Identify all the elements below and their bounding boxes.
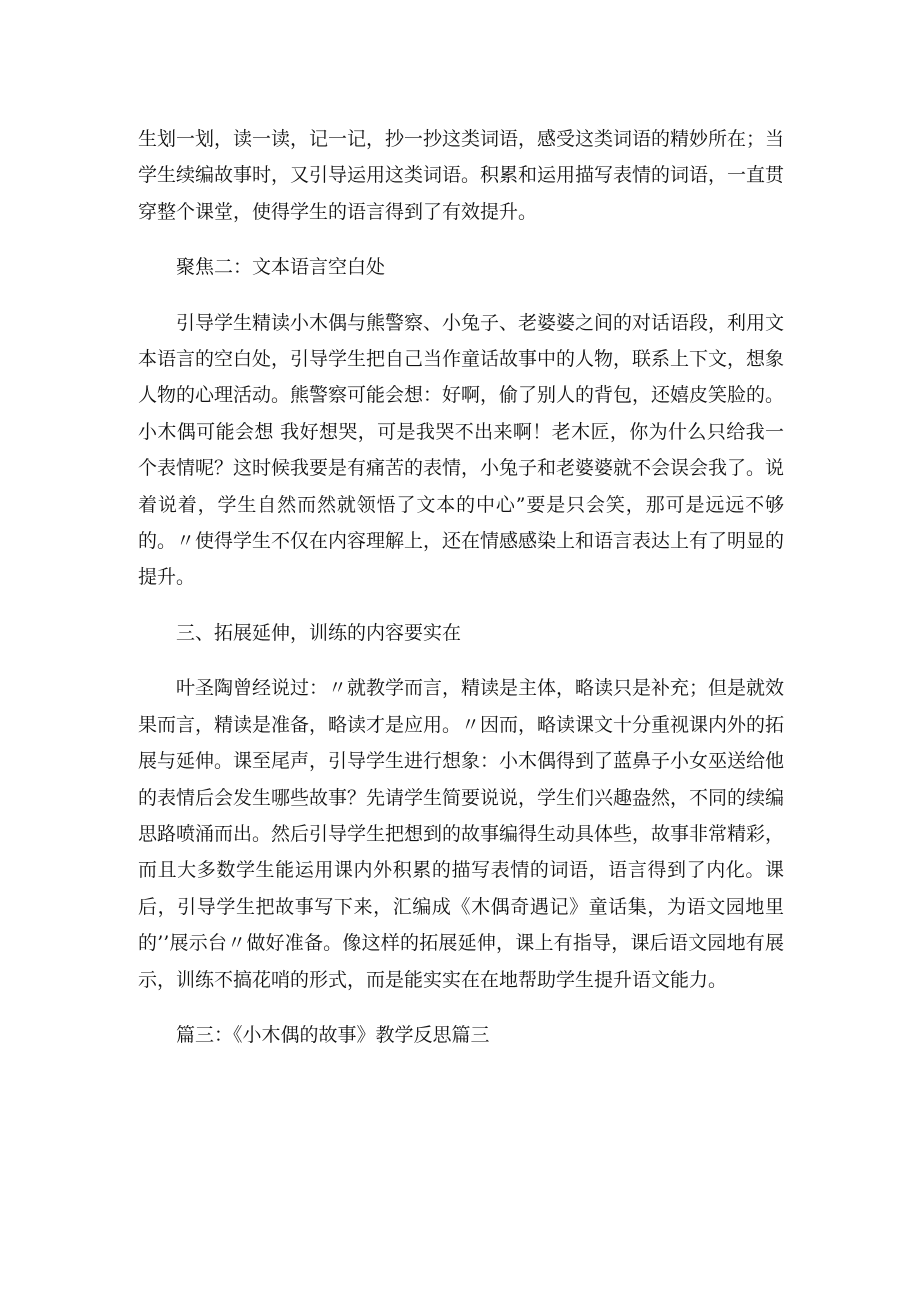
paragraph-extension-body: 叶圣陶曾经说过：〃就教学而言，精读是主体，略读只是补充；但是就效果而言，精读是准备，略读才是应用。〃因而，略读课文十分重视课内外的拓展与延伸。课至尾声，引导学生进行想象：小木偶得到了蓝鼻子小女巫送给他的表情后会发生哪些故事？先请学生简要说说，学生们兴趣盎然，不同的续编思路喷涌而出。然后引导学生把想到的故事编得生动具体些，故事非常精彩，而且大多数学生能运用课内外积累的描写表情的词语，语言得到了内化。课后，引导学生把故事写下来，汇编成《木偶奇遇记》童话集，为语文园地里的’’展示台〃做好准备。像这样的拓展延伸，课上有指导，课后语文园地有展示，训练不搞花哨的形式，而是能实实在在地帮助学生提升语文能力。 xyxy=(138,677,785,991)
section-heading-extension: 三、拓展延伸，训练的内容要实在 xyxy=(176,621,462,644)
section-heading-focus-two: 聚焦二：文本语言空白处 xyxy=(176,256,386,279)
paragraph-dialogue-analysis: 引导学生精读小木偶与熊警察、小兔子、老婆婆之间的对话语段，利用文本语言的空白处，引导学生把自己当作童话故事中的人物，联系上下文，想象人物的心理活动。熊警察可能会想：好啊，偷了别人的背包，还嬉皮笑脸的。小木偶可能会想 我好想哭，可是我哭不出来啊！老木匠，你为什么只给我一个表情呢？这时候我要是有痛苦的表情，小兔子和老婆婆就不会误会我了。说着说着，学生自然而然就领悟了文本的中心”要是只会笑，那可是远远不够的。〃使得学生不仅在内容理解上，还在情感感染上和语言表达上有了明显的提升。 xyxy=(138,311,785,589)
document-body xyxy=(138,121,784,1053)
paragraph-continuation: 生划一划，读一读，记一记，抄一抄这类词语，感受这类词语的精妙所在；当学生续编故事时，又引导运用这类词语。积累和运用描写表情的词语，一直贯穿整个课堂，使得学生的语言得到了有效提升。 xyxy=(138,128,785,223)
section-heading-part-three: 篇三：《小木偶的故事》教学反思篇三 xyxy=(176,1023,490,1046)
